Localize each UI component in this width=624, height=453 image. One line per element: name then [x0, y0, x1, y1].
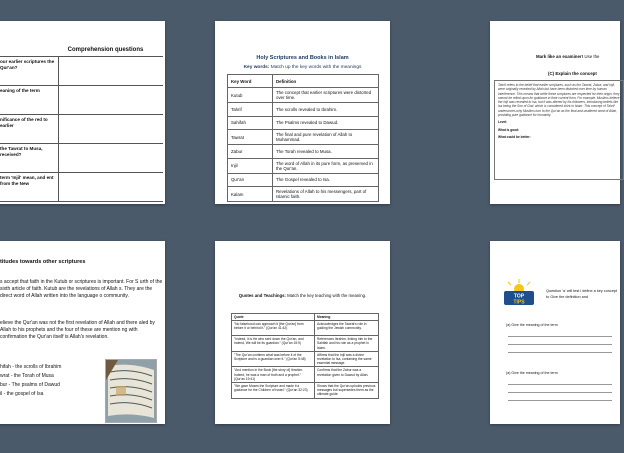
feedback-better: What could be better:	[498, 134, 531, 139]
table-row	[232, 321, 379, 336]
slide-subtitle	[215, 65, 390, 70]
slide-title: Holy Scriptures and Books in Islam	[256, 55, 349, 61]
cell-right: The Torah revealed to Musa.	[273, 145, 379, 159]
cell-left: "The Qur'an confirms what was before it of the Scripture and is a guardian over it." (Qur'an 5:48)	[232, 351, 315, 367]
model-answer: Tahrif refers to the belief that earlier scriptures, such as the Tawrat, Zabur, and Injil, were originally revealed by Allah but have been distorted over time by human interference. This means that while these scriptures are respected for their origin, they cannot be relied upon for guidance in their current form. For example, Muslims believe the Injil was revealed to Isa, but it was altered by his followers, introducing beliefs like Isa being the Son of God, which is considered shirk in Islam. This concept of Tahrif underscores why Muslims turn to the Qur'an as the final and unaltered word of Allah, providing pure guidance for humanity.	[498, 83, 620, 118]
answer-box	[494, 80, 624, 180]
practice-question: (a) Give the meaning of the term	[506, 371, 558, 375]
heading-bold: Mark like an examiner!	[536, 54, 584, 59]
cell-left: Tawrat	[228, 130, 273, 145]
question-text: the Tawrat to Musa, received?	[0, 146, 43, 157]
table-row	[232, 336, 379, 352]
quote-table	[231, 313, 379, 399]
cell-left: Tahrif	[228, 103, 273, 117]
question-text: our earlier scriptures the Qur'an?	[0, 59, 55, 70]
table-row	[228, 158, 379, 173]
cell-left: "We gave Moses the Scripture and made it a guidance for the Children of Israel." (Qur'an 32:23)	[232, 383, 315, 399]
slide-subheading: (C) Explain the concept	[548, 71, 597, 76]
cell-right: The final and pure revelation of Allah to Muhammad.	[273, 130, 379, 145]
feedback-level: Level:	[498, 120, 508, 125]
question-text: term 'Injil' mean, and ent from the New	[0, 175, 54, 186]
quran-image-icon	[106, 360, 156, 422]
quran-photo	[105, 359, 157, 423]
answer-line	[508, 344, 612, 345]
answer-line	[508, 336, 612, 337]
answer-box	[58, 57, 163, 85]
table-row	[228, 187, 379, 202]
table-row	[232, 367, 379, 383]
cell-left: Injil	[228, 158, 273, 173]
answer-line	[508, 392, 612, 393]
answer-box	[58, 144, 163, 172]
top-tips-badge	[502, 279, 536, 307]
slide-comprehension-questions[interactable]	[0, 21, 165, 204]
cell-right: The Psalms revealed to Dawud.	[273, 116, 379, 130]
scripture-list	[0, 363, 61, 399]
table-header-row	[232, 314, 379, 321]
cell-left: "No falsehood can approach it [the Qur'an] from before it or behind it." (Qur'an 41:42)	[232, 321, 315, 336]
table-row	[228, 116, 379, 130]
slide-title: titudes towards other scriptures	[0, 259, 86, 265]
slide-attitudes-scriptures[interactable]	[0, 241, 165, 424]
cell-left: "And mention in the Book [the story of] Ibrahim. Indeed, he was a man of truth and a prophet." (Qur'an 19:41)	[232, 367, 315, 383]
heading-rest: Use the	[583, 54, 600, 59]
cell-right: The scrolls revealed to Ibrahim.	[273, 103, 379, 117]
badge-top-text: TOP	[513, 293, 525, 300]
question-text: eaning of the term	[0, 88, 40, 93]
table-row	[228, 173, 379, 187]
cell-right: Revelations of Allah to his messengers, part of Islamic faith.	[273, 187, 379, 202]
question-table	[0, 56, 163, 202]
cell-left: Zabur	[228, 145, 273, 159]
badge-tips-text: TIPS	[513, 299, 525, 306]
question-row	[0, 143, 163, 172]
cell-left: Qur'an	[228, 173, 273, 187]
header-quote: Quote	[232, 314, 315, 321]
answer-box	[58, 173, 163, 201]
list-item: bur - The psalms of Dawud	[0, 382, 60, 388]
cell-right: Acknowledges the Tawrat's role in guiding the Jewish community.	[315, 321, 379, 336]
paragraph: elieve the Qur'an was not the first revelation of Allah and there aled by Allah to his prophets and the four of these are mention ng with confirmation the Qur'an itself is Allah's revelation.	[0, 320, 155, 341]
slide-title: Comprehension questions	[67, 47, 144, 53]
question-text: nificance of the red to earlier	[0, 117, 48, 128]
table-row	[228, 103, 379, 117]
cell-left: Kutub	[228, 88, 273, 103]
feedback-good: What is good:	[498, 127, 520, 132]
lightbulb-icon	[502, 279, 536, 307]
subtitle-rest: Match up the key words with the meanings	[269, 65, 362, 70]
subtitle-bold: Key words:	[243, 65, 270, 70]
paragraph: s accept that faith in the Kutub or scriptures is important. For S urth of the sixth article of faith. Kutub are the revelations of Allah s. They are the direct word of Allah written into the language o community.	[0, 279, 163, 300]
cell-left: Sahifah	[228, 116, 273, 130]
answer-box	[58, 115, 163, 143]
table-row	[228, 130, 379, 145]
cell-right: Shows that the Qur'an upholds previous messages but supersedes them as the ultimate guide.	[315, 383, 379, 399]
header-definition: Definition	[273, 75, 379, 88]
practice-question: (a) Give the meaning of the term	[506, 323, 558, 327]
answer-line	[508, 400, 612, 401]
tip-text: Question 'a' will test i define a key concept to Give the definition and	[546, 289, 618, 299]
cell-right: References Ibrahim, linking him to the Sahifah and his role as a prophet in Islam.	[315, 336, 379, 352]
slide-mark-like-examiner[interactable]	[490, 21, 620, 204]
title-rest: Match the key teaching with the meaning.	[285, 293, 367, 298]
cell-right: Affirms that the Injil was a divine revelation to Isa, containing the same essential message.	[315, 351, 379, 367]
title-bold: Quotes and Teachings:	[238, 293, 286, 298]
slide-quotes-teachings[interactable]	[215, 241, 390, 424]
header-meaning: Meaning	[315, 314, 379, 321]
cell-right: The concept that earlier scriptures were distorted over time.	[273, 88, 379, 103]
question-row	[0, 114, 163, 143]
cell-left: "Indeed, it is He who sent down the Qur'an, and indeed, We will be its guardian." (Qur'an 15:9)	[232, 336, 315, 352]
header-key-word: Key Word	[228, 75, 273, 88]
key-word-table	[227, 74, 379, 202]
list-item: hifah - the scrolls of Ibrahim	[0, 364, 62, 370]
answer-line	[508, 384, 612, 385]
slide-top-tips[interactable]	[490, 241, 620, 424]
list-item: wrat - the Torah of Musa	[0, 373, 54, 379]
slide-title	[215, 293, 390, 298]
cell-right: The word of Allah in its pure form, as preserved in the Qur'an.	[273, 158, 379, 173]
question-row	[0, 172, 163, 202]
question-row	[0, 56, 163, 85]
answer-box	[58, 86, 163, 114]
cell-right: The Gospel revealed to Isa.	[273, 173, 379, 187]
table-row	[232, 351, 379, 367]
answer-line	[508, 352, 612, 353]
slide-heading	[536, 54, 599, 59]
table-row	[228, 145, 379, 159]
list-item: il - the gospel of Isa	[0, 391, 44, 397]
table-row	[228, 88, 379, 103]
cell-right: Confirms that the Zabur was a revelation given to Dawud by Allah.	[315, 367, 379, 383]
table-row	[232, 383, 379, 399]
question-row	[0, 85, 163, 114]
slide-holy-scriptures[interactable]	[215, 21, 390, 204]
table-header-row	[228, 75, 379, 88]
cell-left: Kalam	[228, 187, 273, 202]
